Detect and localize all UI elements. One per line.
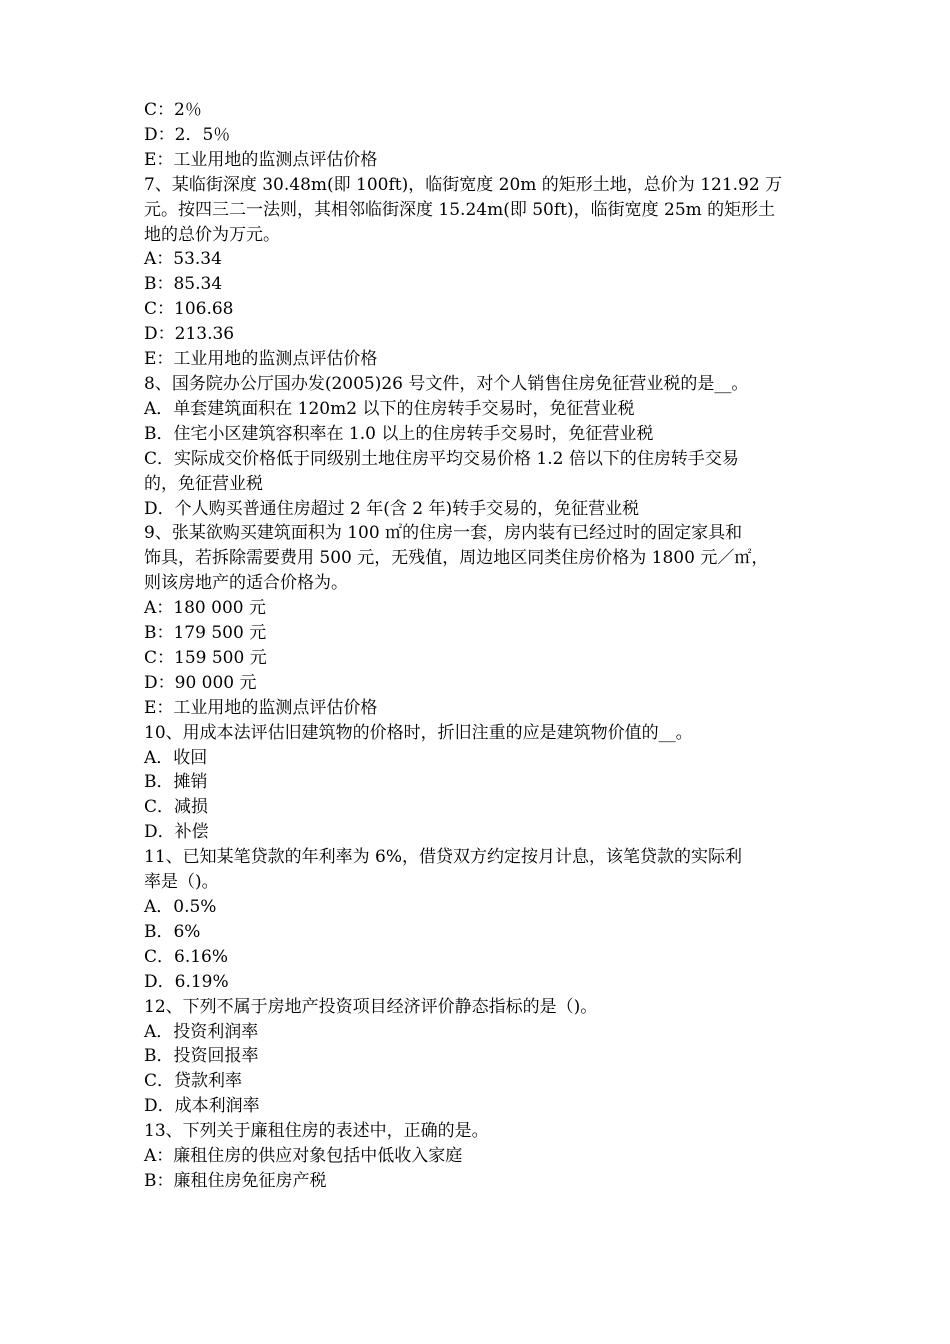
text-line: D．补偿: [144, 822, 209, 843]
text-line: 11、已知某笔贷款的年利率为 6%，借贷双方约定按月计息，该笔贷款的实际利: [144, 847, 743, 868]
text-line: C．贷款利率: [144, 1071, 243, 1092]
text-line: C：159 500 元: [144, 647, 267, 668]
text-line: 元。按四三二一法则，其相邻临街深度 15.24m(即 50ft)，临街宽度 25m 的矩形土: [144, 199, 776, 220]
text-line: B．投资回报率: [144, 1046, 259, 1067]
text-line: E：工业用地的监测点评估价格: [144, 349, 378, 370]
text-line: 饰具，若拆除需要费用 500 元，无残值，周边地区同类住房价格为 1800 元／㎡，: [144, 548, 769, 569]
text-line: D．个人购买普通住房超过 2 年(含 2 年)转手交易的，免征营业税: [144, 498, 640, 519]
text-line: B．6%: [144, 921, 201, 942]
text-line: A：180 000 元: [144, 598, 266, 619]
text-line: D：2．5％: [144, 124, 231, 145]
text-line: B：廉租住房免征房产税: [144, 1170, 327, 1191]
text-line: 12、下列不属于房地产投资项目经济评价静态指标的是（)。: [144, 996, 598, 1017]
text-line: C．减损: [144, 797, 209, 818]
text-line: 8、国务院办公厅国办发(2005)26 号文件，对个人销售住房免征营业税的是__。: [144, 373, 749, 394]
text-line: E：工业用地的监测点评估价格: [144, 149, 378, 170]
text-line: B：179 500 元: [144, 623, 267, 644]
text-line: 的，免征营业税: [144, 473, 263, 494]
text-line: A．0.5%: [144, 897, 217, 917]
text-line: D：90 000 元: [144, 672, 257, 693]
text-line: 地的总价为万元。: [144, 224, 280, 245]
text-line: C．6.16%: [144, 946, 229, 967]
text-line: A．单套建筑面积在 120m2 以下的住房转手交易时，免征营业税: [144, 398, 635, 419]
text-line: B．摊销: [144, 772, 208, 793]
text-line: B．住宅小区建筑容积率在 1.0 以上的住房转手交易时，免征营业税: [144, 423, 654, 444]
text-line: C：2％: [144, 100, 202, 120]
text-line: 率是（)。: [144, 872, 219, 893]
text-line: D：213.36: [144, 324, 235, 345]
text-line: A．收回: [144, 747, 208, 768]
text-line: B：85.34: [144, 274, 223, 295]
text-line: A．投资利润率: [144, 1021, 259, 1042]
text-line: C．实际成交价格低于同级别土地住房平均交易价格 1.2 倍以下的住房转手交易: [144, 448, 739, 469]
text-line: A：廉租住房的供应对象包括中低收入家庭: [144, 1146, 463, 1167]
text-line: E：工业用地的监测点评估价格: [144, 697, 378, 718]
text-line: 10、用成本法评估旧建筑物的价格时，折旧注重的应是建筑物价值的__。: [144, 722, 693, 743]
document-page: [144, 98, 810, 1194]
text-line: D．成本利润率: [144, 1096, 260, 1117]
text-line: 7、某临街深度 30.48m(即 100ft)，临街宽度 20m 的矩形土地，总价为 121.92 万: [144, 174, 783, 195]
text-line: 13、下列关于廉租住房的表述中，正确的是。: [144, 1121, 489, 1142]
text-line: 9、张某欲购买建筑面积为 100 ㎡的住房一套，房内装有已经过时的固定家具和: [144, 523, 743, 544]
text-line: A：53.34: [144, 249, 222, 270]
text-line: D．6.19%: [144, 971, 229, 992]
text-line: C：106.68: [144, 299, 234, 320]
text-line: 则该房地产的适合价格为。: [144, 573, 348, 594]
